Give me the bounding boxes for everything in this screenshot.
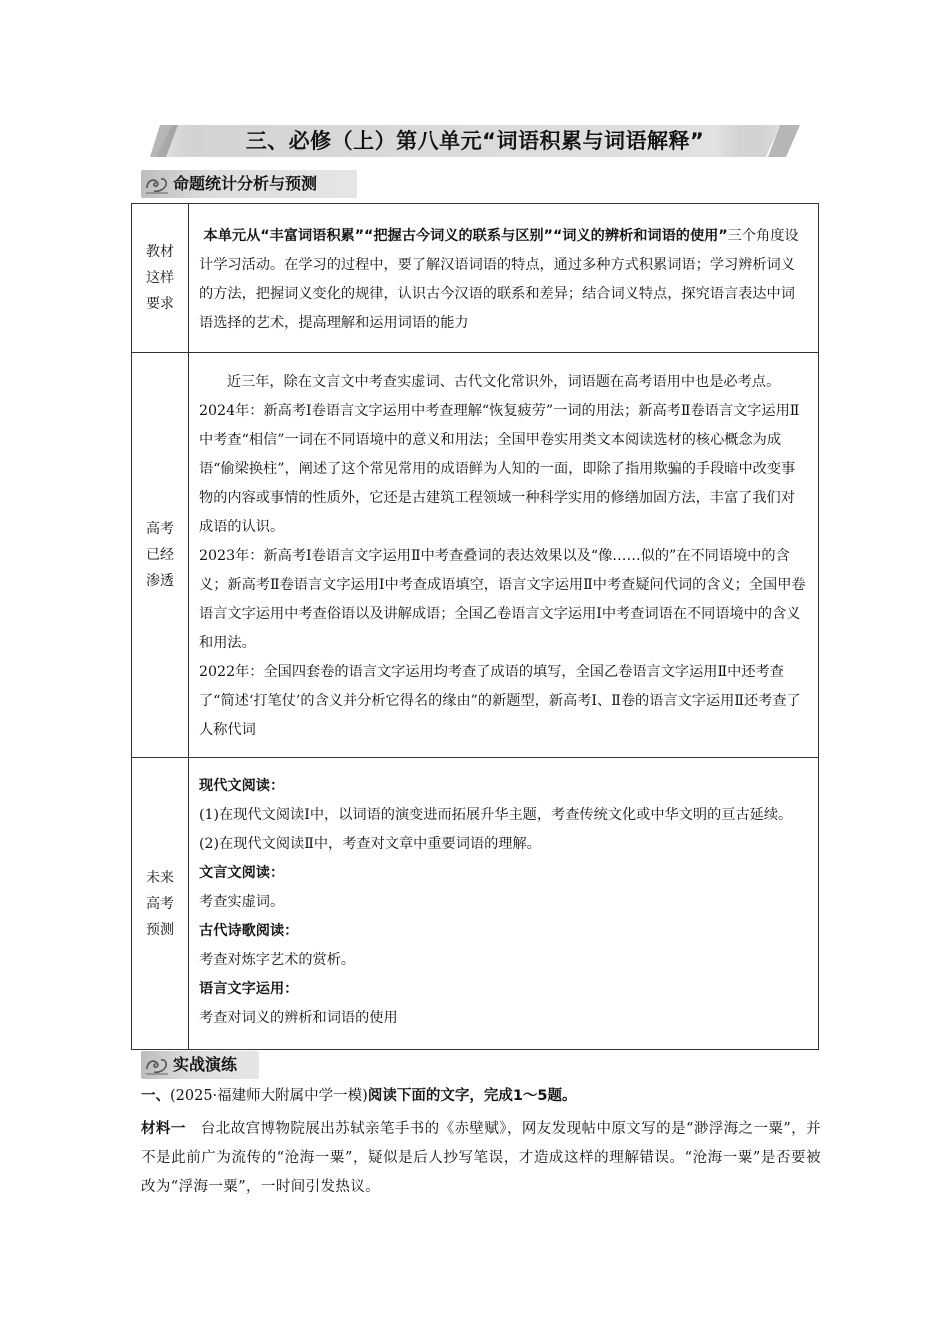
section-banner — [150, 121, 800, 161]
year-2024-paragraph — [199, 397, 808, 542]
row-header-line: 渗透 — [146, 573, 174, 589]
row-header-line: 高考 — [146, 895, 174, 912]
year-2022-paragraph — [199, 658, 808, 745]
material-text: 台北故宫博物院展出苏轼亲笔手书的《赤壁赋》，网友发现帖中原文写的是“渺浮海之一粟”，并不是此前广为流传的“沧海一粟”，疑似是后人抄写笔误，才造成这样的理解错误。“沧海一粟”是否要被改为“浮海一粟”，一时间引发热议。 — [141, 1121, 821, 1195]
year-text: 全国四套卷的语言文字运用均考查了成语的填写，全国乙卷语言文字运用Ⅱ中还考查了“简述‘打笔仗’的含义并分析它得名的缘由”的新题型，新高考Ⅰ、Ⅱ卷的语言文字运用Ⅱ还考查了人称代词 — [199, 664, 801, 738]
material-one — [141, 1115, 821, 1202]
year-2023-paragraph — [199, 542, 808, 658]
question-number: 一、 — [141, 1088, 170, 1104]
table-row — [132, 204, 819, 353]
row-header-line: 预测 — [146, 921, 174, 938]
analysis-table — [131, 203, 819, 1050]
bold-intro: 本单元从“丰富词语积累”“把握古今词义的联系与区别”“词义的辨析和词语的使用” — [203, 227, 728, 244]
question-source: (2025·福建师大附属中学一模) — [170, 1088, 368, 1104]
classical-reading-text: 考查实虚词。 — [199, 894, 285, 910]
table-row — [132, 758, 819, 1050]
year-label: 2023年： — [199, 548, 264, 564]
section-title-practice: 实战演练 — [173, 1055, 238, 1074]
section-tag-practice — [141, 1051, 259, 1079]
row-content — [189, 353, 819, 758]
language-use-label: 语言文字运用： — [199, 981, 299, 997]
cloud-swirl-icon — [144, 172, 170, 196]
row-header-line: 已经 — [146, 547, 174, 563]
row-header — [132, 758, 189, 1050]
row-header — [132, 353, 189, 758]
poetry-reading-text: 考查对炼字艺术的赏析。 — [199, 952, 356, 968]
modern-reading-label: 现代文阅读： — [199, 778, 285, 794]
year-label: 2022年： — [199, 664, 264, 680]
poetry-reading-label: 古代诗歌阅读： — [199, 923, 299, 939]
section-title-analysis: 命题统计分析与预测 — [173, 174, 318, 193]
section-tag-analysis — [141, 170, 357, 198]
banner-title: 三、必修（上）第八单元“词语积累与词语解释” — [245, 129, 705, 153]
row-header-line: 高考 — [146, 521, 174, 537]
classical-reading-label: 文言文阅读： — [199, 865, 285, 881]
row-content — [189, 758, 819, 1050]
modern-reading-item: (1)在现代文阅读Ⅰ中，以词语的演变进而拓展升华主题，考查传统文化或中华文明的亘古延续。 — [199, 807, 793, 823]
row-content — [189, 204, 819, 353]
row-header-line: 要求 — [146, 296, 174, 312]
row-header-line: 教材 — [146, 244, 174, 260]
row-header — [132, 204, 189, 353]
row-header-line: 未来 — [146, 869, 174, 886]
intro-paragraph: 近三年，除在文言文中考查实虚词、古代文化常识外，词语题在高考语用中也是必考点。 — [226, 374, 781, 390]
row-header-line: 这样 — [146, 270, 174, 286]
modern-reading-item: (2)在现代文阅读Ⅱ中，考查对文章中重要词语的理解。 — [199, 836, 541, 852]
cloud-swirl-icon — [144, 1053, 170, 1077]
question-instruction: 阅读下面的文字，完成1～5题。 — [367, 1088, 577, 1104]
year-text: 新高考Ⅰ卷语言文字运用中考查理解“恢复疲劳”一词的用法；新高考Ⅱ卷语言文字运用Ⅱ中考查“相信”一词在不同语境中的意义和用法；全国甲卷实用类文本阅读选材的核心概念为成语“偷梁换柱”，阐述了这个常见常用的成语鲜为人知的一面，即除了指用欺骗的手段暗中改变事物的内容或事情的性质外，它还是古建筑工程领域一种科学实用的修缮加固方法，丰富了我们对成语的认识。 — [199, 403, 800, 535]
material-label: 材料一 — [141, 1121, 186, 1137]
language-use-text: 考查对词义的辨析和词语的使用 — [199, 1010, 398, 1026]
table-row — [132, 353, 819, 758]
year-label: 2024年： — [199, 403, 264, 419]
question-stem — [141, 1083, 821, 1109]
year-text: 新高考Ⅰ卷语言文字运用Ⅱ中考查叠词的表达效果以及“像……似的”在不同语境中的含义；新高考Ⅱ卷语言文字运用Ⅰ中考查成语填空，语言文字运用Ⅱ中考查疑问代词的含义；全国甲卷语言文字运用中考查俗语以及讲解成语；全国乙卷语言文字运用Ⅰ中考查词语在不同语境中的含义和用法。 — [199, 548, 806, 651]
paragraph-text: 三个角度设计学习活动。在学习的过程中，要了解汉语词语的特点，通过多种方式积累词语；学习辨析词义的方法，把握词义变化的规律，认识古今汉语的联系和差异；结合词义特点，探究语言表达中词语选择的艺术，提高理解和运用词语的能力 — [199, 227, 799, 331]
curriculum-requirement — [199, 222, 808, 338]
